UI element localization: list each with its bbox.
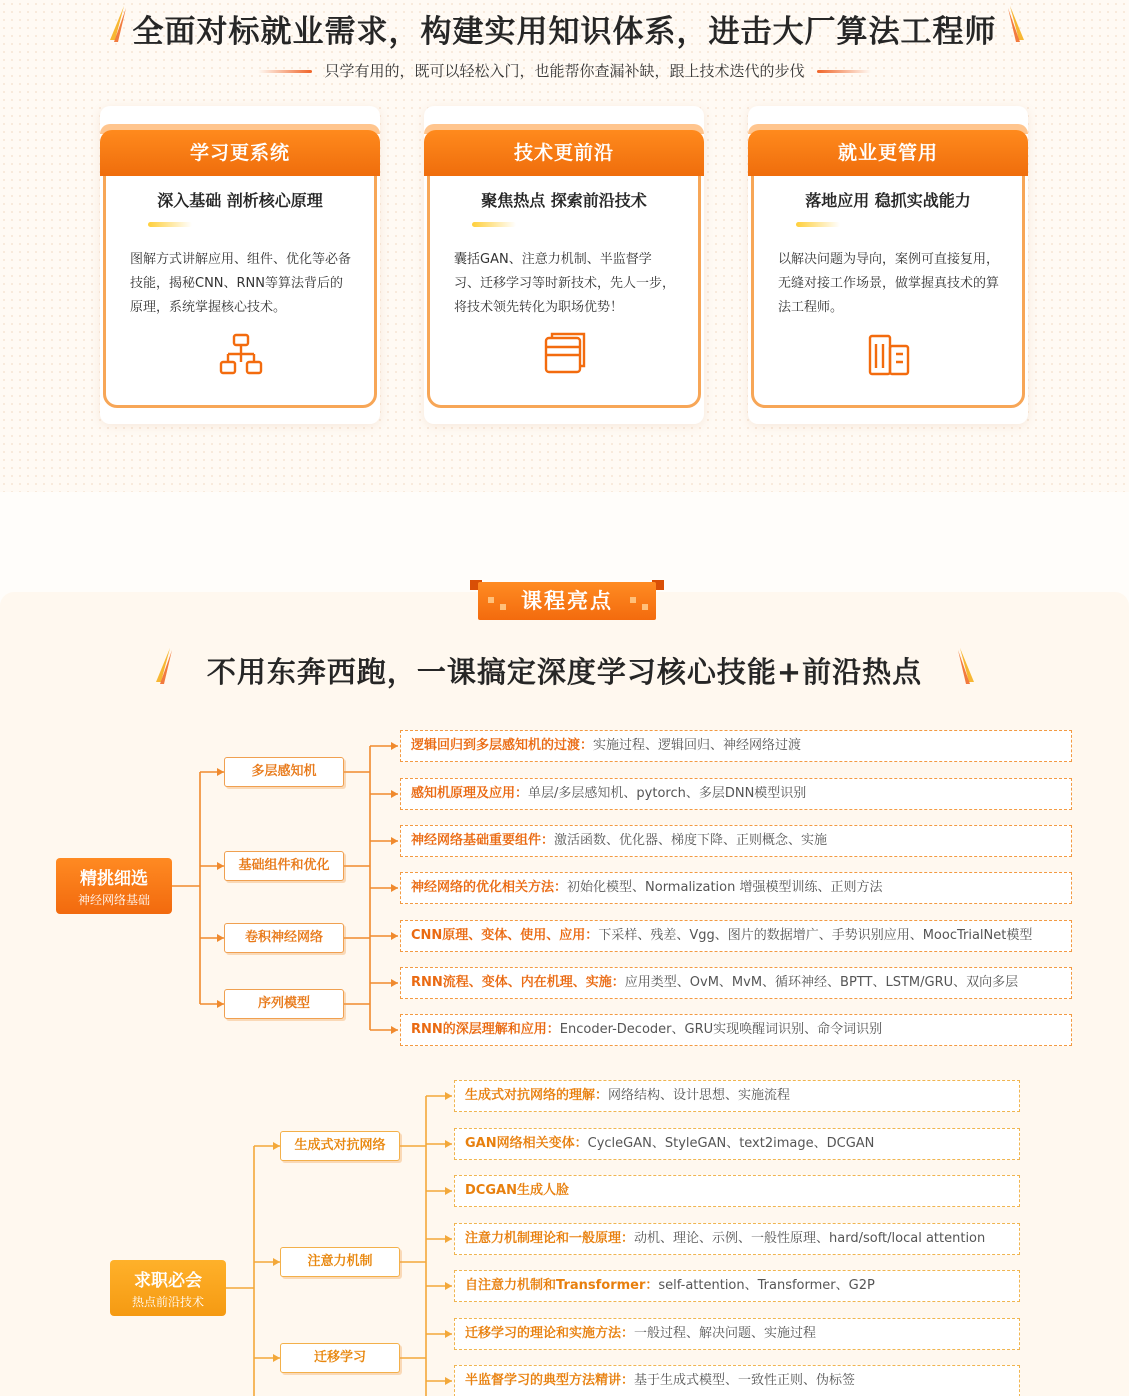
- leaf-key: 逻辑回归到多层感知机的过渡：: [411, 738, 594, 753]
- leaf-key: 注意力机制理论和一般原理：: [465, 1231, 635, 1246]
- root-subtitle: 热点前沿技术: [131, 1295, 204, 1309]
- root-title: 求职必会: [134, 1271, 202, 1291]
- leaf-key: DCGAN生成人脸: [465, 1183, 569, 1198]
- mindmap-node-transfer: 迁移学习: [280, 1343, 400, 1373]
- mindmap-leaf: [454, 1223, 1020, 1255]
- card-title: 落地应用 稳抓实战能力: [805, 191, 971, 210]
- mindmap-leaf: [400, 920, 1072, 952]
- mindmap-node-mlp: 多层感知机: [224, 757, 344, 787]
- card-tab: 学习更系统: [100, 130, 380, 176]
- mindmap-leaf: [454, 1270, 1020, 1302]
- mindmap-leaf: [400, 872, 1072, 904]
- mindmap-leaf: [454, 1175, 1020, 1207]
- mindmap-node-components: 基础组件和优化: [224, 851, 344, 881]
- mindmap-root-basics: [56, 858, 172, 914]
- card-tab: 技术更前沿: [424, 130, 704, 176]
- card-title: 深入基础 剖析核心原理: [157, 191, 323, 210]
- leaf-key: GAN网络相关变体：: [465, 1136, 588, 1151]
- leaf-value: Encoder-Decoder、GRU实现唤醒词识别、命令词识别: [559, 1022, 883, 1037]
- leaf-value: self-attention、Transformer、G2P: [658, 1278, 875, 1293]
- leaf-value: 应用类型、OvM、MvM、循环神经、BPTT、LSTM/GRU、双向多层: [624, 975, 1019, 990]
- mindmap-leaf: [400, 967, 1072, 999]
- leaf-key: 生成式对抗网络的理解：: [465, 1088, 609, 1103]
- leaf-value: 基于生成式模型、一致性正则、伪标签: [634, 1373, 856, 1388]
- mindmap-leaf: [400, 778, 1072, 810]
- leaf-value: 下采样、残差、Vgg、图片的数据增广、手势识别应用、MoocTrialNet模型: [598, 928, 1033, 943]
- leaf-value: 实施过程、逻辑回归、神经网络过渡: [593, 738, 802, 753]
- mindmap-leaf: [400, 730, 1072, 762]
- leaf-value: 网络结构、设计思想、实施流程: [608, 1088, 791, 1103]
- card-body: 囊括GAN、注意力机制、半监督学习、迁移学习等时新技术，先人一步，将技术领先转化为职场优势！: [454, 252, 676, 315]
- subline-text: 只学有用的，既可以轻松入门，也能帮你查漏补缺，跟上技术迭代的步伐: [324, 62, 805, 80]
- mindmap-leaf: [400, 825, 1072, 857]
- card-body: 以解决问题为导向，案例可直接复用，无缝对接工作场景，做掌握真技术的算法工程师。: [778, 252, 1000, 315]
- leaf-value: 单层/多层感知机、pytorch、多层DNN模型识别: [528, 786, 807, 801]
- leaf-key: 自注意力机制和Transformer：: [465, 1278, 659, 1293]
- root-subtitle: 神经网络基础: [77, 893, 150, 907]
- leaf-key: RNN流程、变体、内在机理、实施：: [411, 975, 625, 990]
- mindmap-node-sequence: 序列模型: [224, 989, 344, 1019]
- leaf-key: 半监督学习的典型方法精讲：: [465, 1373, 635, 1388]
- mindmap-leaf: [454, 1318, 1020, 1350]
- leaf-key: 感知机原理及应用：: [411, 786, 529, 801]
- card-title: 聚焦热点 探索前沿技术: [481, 191, 647, 210]
- leaf-key: 神经网络基础重要组件：: [411, 833, 555, 848]
- mindmap-leaf: [400, 1014, 1072, 1046]
- leaf-value: 动机、理论、示例、一般性原理、hard/soft/local attention: [634, 1231, 986, 1246]
- mindmap-root-frontier: [110, 1260, 226, 1316]
- badge-label: 课程亮点: [478, 582, 656, 620]
- mindmap-node-cnn: 卷积神经网络: [224, 923, 344, 953]
- leaf-value: 初始化模型、Normalization 增强模型训练、正则方法: [567, 880, 883, 895]
- mindmap-node-attention: 注意力机制: [280, 1247, 400, 1277]
- leaf-value: 激活函数、优化器、梯度下降、正则概念、实施: [554, 833, 828, 848]
- mindmap-leaf: [454, 1365, 1020, 1396]
- leaf-key: RNN的深层理解和应用：: [411, 1022, 560, 1037]
- leaf-value: 一般过程、解决问题、实施过程: [634, 1326, 817, 1341]
- mindmap-node-gan: 生成式对抗网络: [280, 1131, 400, 1161]
- leaf-key: CNN原理、变体、使用、应用：: [411, 928, 599, 943]
- leaf-key: 神经网络的优化相关方法：: [411, 880, 568, 895]
- card-body: 图解方式讲解应用、组件、优化等必备技能，揭秘CNN、RNN等算法背后的原理，系统掌握核心技术。: [130, 252, 352, 315]
- card-tab: 就业更管用: [748, 130, 1028, 176]
- leaf-key: 迁移学习的理论和实施方法：: [465, 1326, 635, 1341]
- root-title: 精挑细选: [80, 869, 148, 889]
- mindmap-leaf: [454, 1128, 1020, 1160]
- highlights-headline: 不用东奔西跑，一课搞定深度学习核心技能+前沿热点: [206, 655, 923, 689]
- section-headline: 全面对标就业需求，构建实用知识体系，进击大厂算法工程师: [132, 14, 997, 50]
- mindmap-leaf: [454, 1080, 1020, 1112]
- leaf-value: CycleGAN、StyleGAN、text2image、DCGAN: [587, 1136, 875, 1151]
